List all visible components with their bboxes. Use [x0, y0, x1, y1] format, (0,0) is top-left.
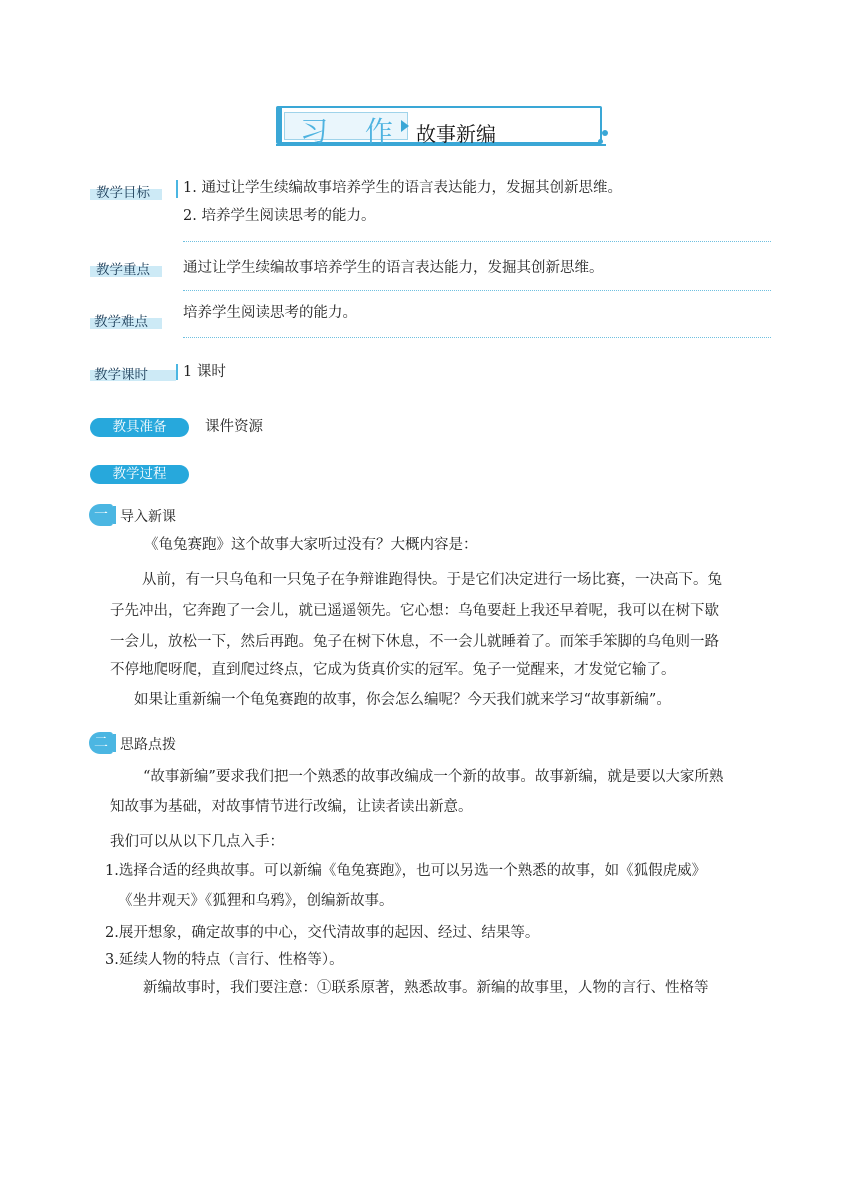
goal-item: 2. 培养学生阅读思考的能力。	[183, 208, 376, 224]
banner-title: 习 作	[300, 115, 407, 148]
list-item: 1.选择合适的经典故事。可以新编《龟兔赛跑》，也可以另选一个熟悉的故事，如《狐假虎威》	[105, 863, 707, 879]
list-item: 《坐井观天》《狐狸和乌鸦》，创编新故事。	[118, 893, 394, 909]
paragraph: 如果让重新编一个龟兔赛跑的故事，你会怎么编呢？今天我们就来学习“故事新编”。	[134, 692, 671, 708]
goals-label: 教学目标	[96, 185, 150, 201]
list-item: 2.展开想象，确定故事的中心，交代清故事的起因、经过、结果等。	[105, 925, 540, 941]
hours-text: 1 课时	[183, 364, 226, 380]
section-bar	[113, 506, 116, 524]
paragraph: 新编故事时，我们要注意：①联系原著，熟悉故事。新编的故事里，人物的言行、性格等	[143, 980, 709, 996]
paragraph-line: 不停地爬呀爬，直到爬过终点，它成为货真价实的冠军。兔子一觉醒来，才发觉它输了。	[110, 662, 676, 678]
paragraph-line: 知故事为基础，对故事情节进行改编，让读者读出新意。	[110, 799, 473, 815]
list-item: 3.延续人物的特点（言行、性格等）。	[105, 952, 344, 968]
hours-label: 教学课时	[94, 367, 148, 383]
decor-dot-icon	[602, 130, 608, 136]
section-title: 导入新课	[120, 509, 176, 525]
process-label: 教学过程	[90, 465, 189, 484]
focus-label: 教学重点	[96, 262, 150, 278]
divider	[183, 241, 771, 242]
banner-subtitle: 故事新编	[416, 122, 496, 146]
tools-text: 课件资源	[205, 419, 263, 435]
paragraph-line: “故事新编”要求我们把一个熟悉的故事改编成一个新的故事。故事新编，就是要以大家所熟	[143, 769, 724, 785]
label-bar	[176, 364, 178, 380]
paragraph: 我们可以从以下几点入手：	[110, 834, 284, 850]
paragraph-line: 从前，有一只乌龟和一只兔子在争辩谁跑得快。于是它们决定进行一场比赛，一决高下。兔	[142, 572, 722, 588]
paragraph: 《龟兔赛跑》这个故事大家听过没有？大概内容是：	[144, 537, 478, 553]
divider	[183, 290, 771, 291]
paragraph-line: 子先冲出，它奔跑了一会儿，就已遥遥领先。它心想：乌龟要赶上我还早着呢，我可以在树下歇	[110, 603, 719, 619]
section-number-badge: 二	[89, 732, 113, 754]
section-number-badge: 一	[89, 504, 113, 526]
section-bar	[113, 734, 116, 752]
triangle-arrow-icon	[401, 120, 409, 132]
section-title: 思路点拨	[120, 737, 176, 753]
decor-dot-icon	[598, 139, 603, 144]
label-bar	[176, 180, 178, 198]
tools-label: 教具准备	[90, 418, 189, 437]
difficulty-label: 教学难点	[94, 314, 148, 330]
focus-text: 通过让学生续编故事培养学生的语言表达能力，发掘其创新思维。	[183, 260, 604, 276]
divider	[183, 337, 771, 338]
goal-item: 1. 通过让学生续编故事培养学生的语言表达能力，发掘其创新思维。	[183, 180, 622, 196]
paragraph-line: 一会儿，放松一下，然后再跑。兔子在树下休息，不一会儿就睡着了。而笨手笨脚的乌龟则一路	[110, 634, 719, 650]
difficulty-text: 培养学生阅读思考的能力。	[183, 305, 357, 321]
